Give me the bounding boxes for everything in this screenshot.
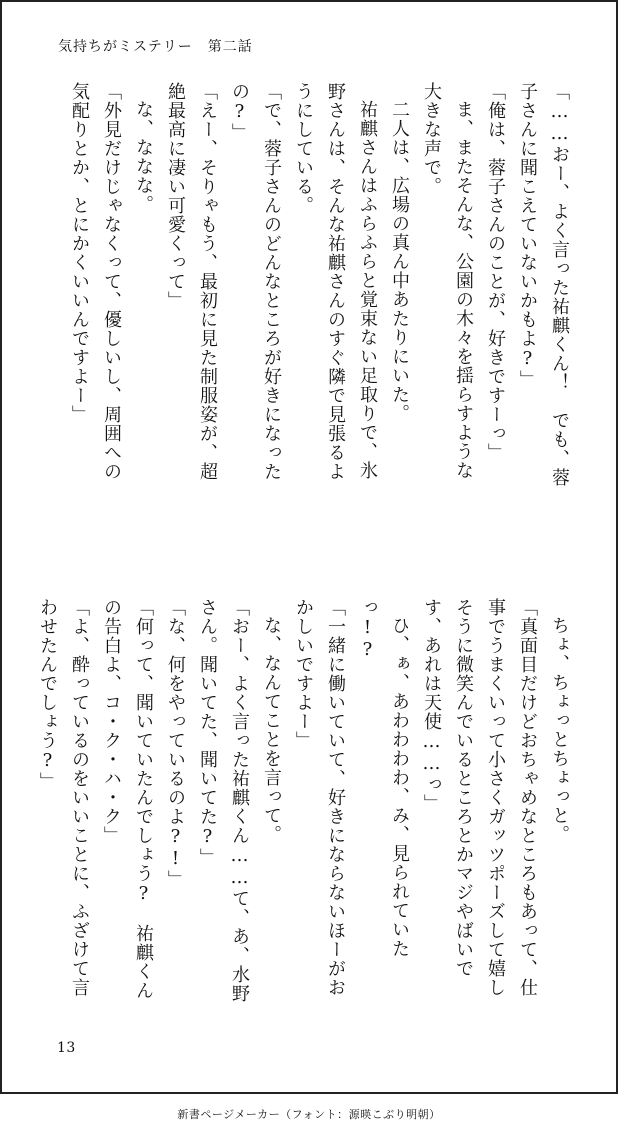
running-title: 気持ちがミステリー 第二話	[58, 39, 253, 55]
text-line: 祐麒さんはふらふらと覚束ない足取りで、氷野さんは、そんな祐麒さんのすぐ隣で見張るようにしている。	[293, 82, 378, 481]
text-line: 「一緒に働いていて、好きにならないほーがおかしいですよー」	[293, 598, 346, 997]
text-line: 「おー、よく言った祐麒くん……て、あ、水野さん。聞いてた、聞いてた?」	[197, 598, 250, 1003]
upper-text-block	[55, 82, 575, 492]
text-line: ま、またそんな、公園の木々を揺らすような大きな声で。	[421, 82, 474, 480]
text-line: 「……おー、よく言った祐麒くん！ でも、蓉子さんに聞こえていないかもよ?」	[517, 82, 570, 487]
text-line: 「で、蓉子さんのどんなところが好きになったの?」	[229, 82, 282, 481]
text-line: 「何って、聞いていたんでしょう? 祐麒くんの告白よ、コ・ク・ハ・ク」	[101, 598, 154, 1000]
text-line: な、なんてことを言って。	[261, 616, 282, 844]
footer-credit: 新書ページメーカー（フォント：源暎こぶり明朝）	[177, 1108, 441, 1121]
page-number: 13	[57, 1040, 76, 1056]
text-line: 「俺は、蓉子さんのことが、好きですーっ」	[485, 82, 506, 462]
lower-text-block	[37, 598, 575, 1008]
text-line: な、ななな。	[133, 100, 154, 214]
text-line: ひ、ぁ、あわわわわ、み、見られていたっ!?	[357, 598, 410, 958]
text-line: 「外見だけじゃなくって、優しいし、周囲への気配りとか、とにかくいいんですよー」	[69, 82, 122, 481]
text-line: 二人は、広場の真ん中あたりにいた。	[389, 100, 410, 423]
text-line: 「真面目だけどおちゃめなところもあって、仕事でうまくいって小さくガッツポーズして嬉しそうに微笑んでいるところとかマジやばいです、あれは天使……っ」	[421, 598, 538, 997]
text-line: ちょ、ちょっとちょっと。	[549, 616, 570, 844]
text-line: 「よ、酔っているのをいいことに、ふざけて言わせたんでしょう?」	[37, 598, 90, 997]
text-line: 「な、何をやっているのよ?!」	[165, 598, 186, 889]
text-line: 「えー、そりゃもう、最初に見た制服姿が、超絶最高に凄い可愛くって」	[165, 82, 218, 481]
